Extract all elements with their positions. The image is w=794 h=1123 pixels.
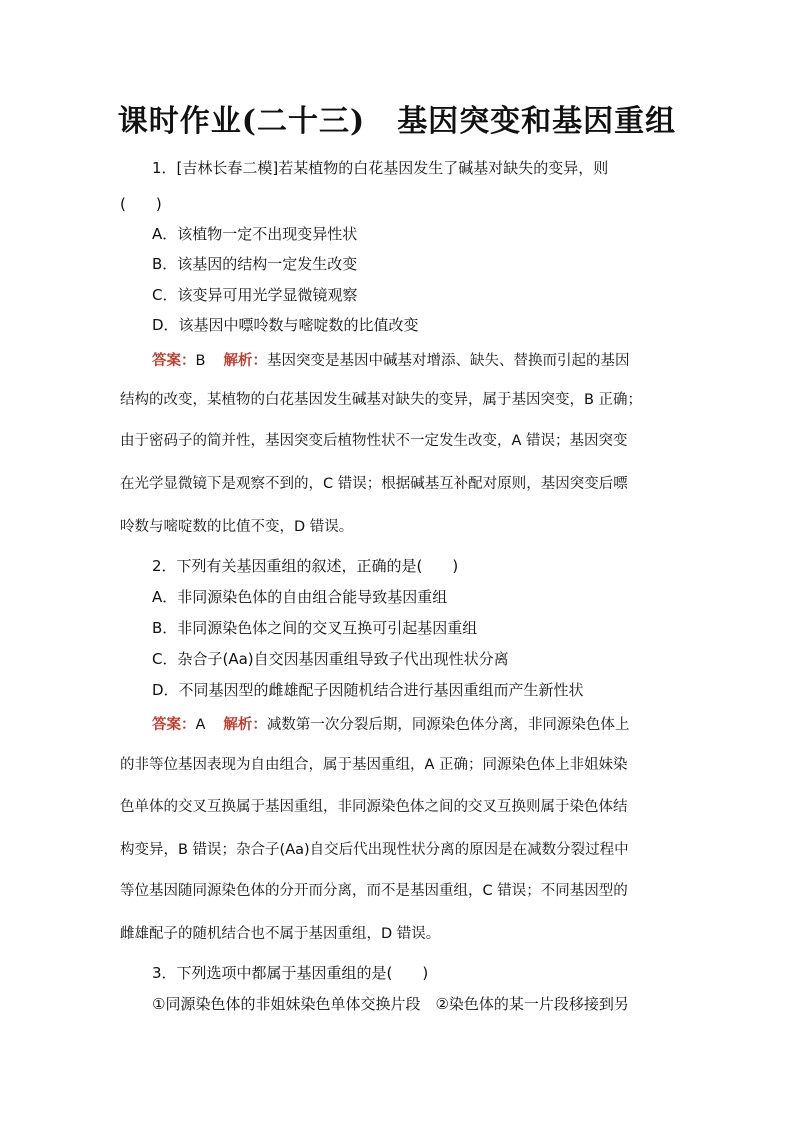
answer-value: A [195,717,206,733]
question-3-stem: 3．下列选项中都属于基因重组的是( ) [152,964,429,982]
question-2-option-c: C．杂合子(Aa)自交因基因重组导致子代出现性状分离 [152,650,509,668]
question-1-option-d: D．该基因中嘌呤数与嘧啶数的比值改变 [152,316,419,334]
answer-label: 答案： [152,353,196,369]
question-2-stem: 2．下列有关基因重组的叙述，正确的是( ) [152,557,459,575]
question-1-analysis-line: 在光学显微镜下是观察不到的，C 错误；根据碱基互补配对原则，基因突变后嘌 [120,476,628,492]
question-2-option-a: A．非同源染色体的自由组合能导致基因重组 [152,588,448,606]
question-2-analysis-line: 的非等位基因表现为自由组合，属于基因重组，A 正确；同源染色体上非姐妹染 [120,757,628,773]
answer-value: B [195,353,206,369]
question-1-option-a: A．该植物一定不出现变异性状 [152,225,358,243]
question-2-analysis-line: 色单体的交叉互换属于基因重组，非同源染色体之间的交叉互换则属于染色体结 [120,799,628,815]
question-3-item-line: ①同源染色体的非姐妹染色单体交换片段 ②染色体的某一片段移接到另 [152,995,629,1013]
question-2-analysis-line: 雌雄配子的随机结合也不属于基因重组，D 错误。 [120,926,441,942]
question-1-answer-line [152,351,629,371]
question-1-analysis-line: 由于密码子的简并性，基因突变后植物性状不一定发生改变，A 错误；基因突变 [120,433,628,449]
page-title-right: 基因突变和基因重组 [397,104,677,139]
analysis-text: 减数第一次分裂后期，同源染色体分离，非同源染色体上 [266,717,630,733]
question-2-answer-line [152,715,629,735]
question-1-option-b: B．该基因的结构一定发生改变 [152,255,358,273]
question-1-blank: ( ) [120,195,162,213]
question-2-option-b: B．非同源染色体之间的交叉互换可引起基因重组 [152,619,478,637]
question-2-option-d: D．不同基因型的雌雄配子因随机结合进行基因重组而产生新性状 [152,681,584,699]
question-2-analysis-line: 构变异，B 错误；杂合子(Aa)自交后代出现性状分离的原因是在减数分裂过程中 [120,842,629,858]
page-title-left: 课时作业(二十三) [117,104,366,139]
question-1-option-c: C．该变异可用光学显微镜观察 [152,286,358,304]
page-title [0,96,794,140]
analysis-label: 解析： [223,353,267,369]
question-2-analysis-line: 等位基因随同源染色体的分开而分离，而不是基因重组，C 错误；不同基因型的 [120,883,628,899]
question-1-analysis-line: 呤数与嘧啶数的比值不变，D 错误。 [120,519,354,535]
answer-label: 答案： [152,717,196,733]
question-1-analysis-line: 结构的改变，某植物的白花基因发生碱基对缺失的变异，属于基因突变，B 正确； [120,392,643,408]
analysis-text: 基因突变是基因中碱基对增添、缺失、替换而引起的基因 [266,353,630,369]
question-1-stem: 1．[吉林长春二模]若某植物的白花基因发生了碱基对缺失的变异，则 [152,159,609,177]
analysis-label: 解析： [223,717,267,733]
